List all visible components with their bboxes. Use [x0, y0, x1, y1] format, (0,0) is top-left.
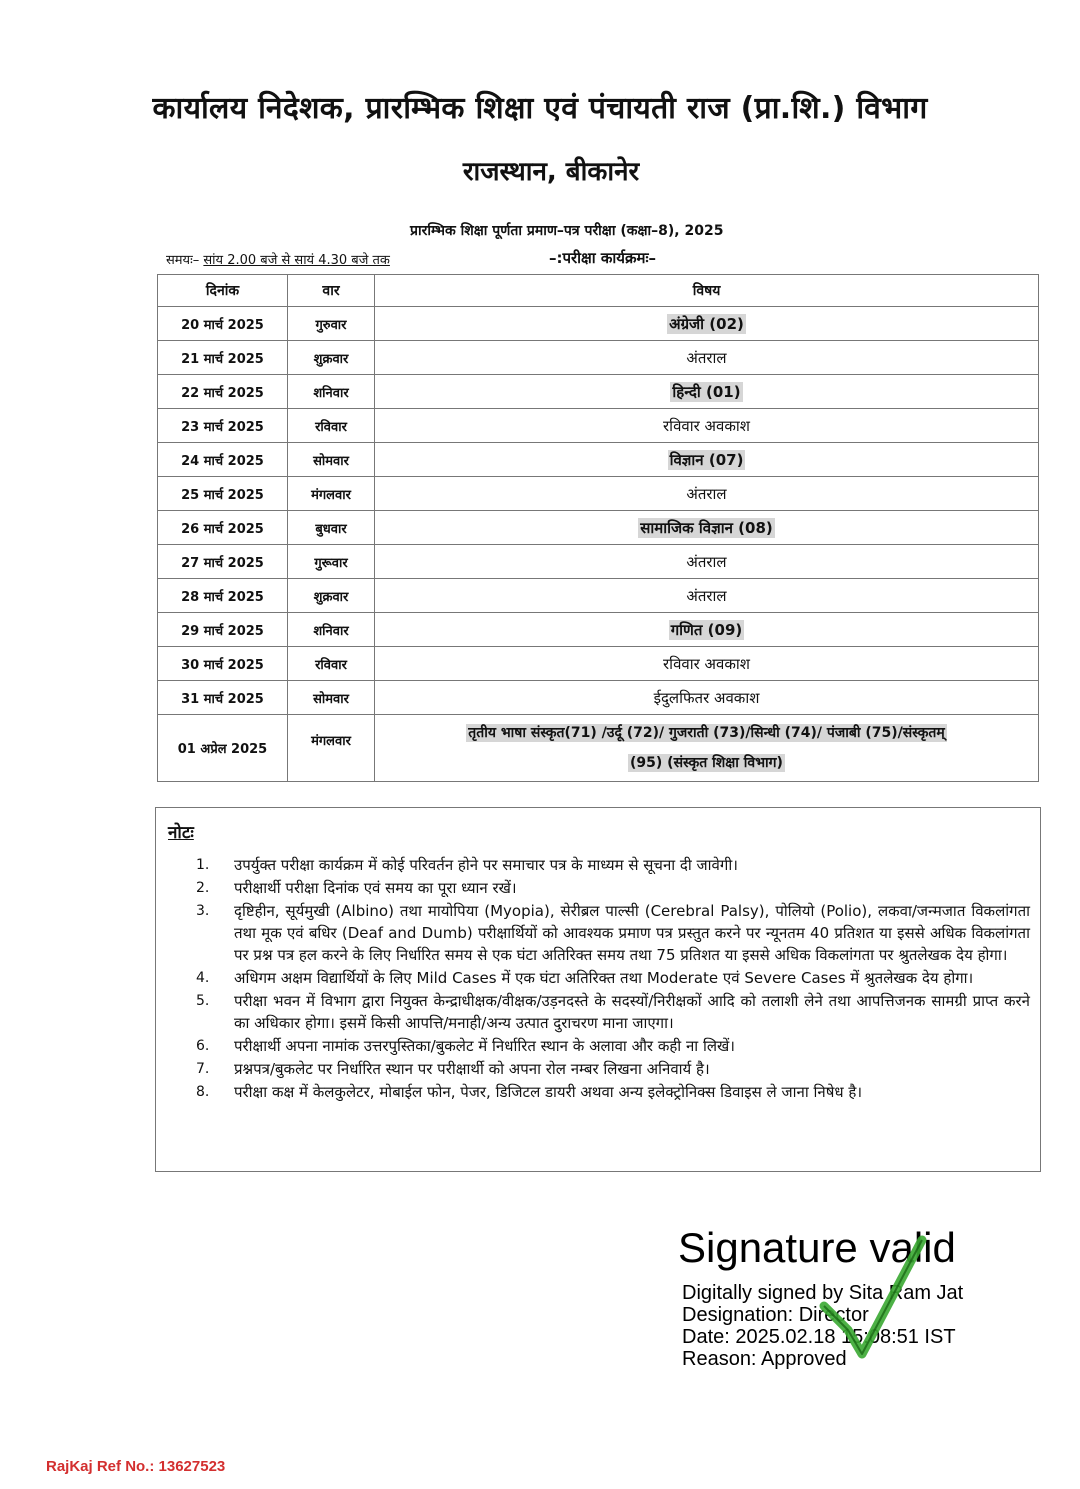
row-subject: अंतराल — [375, 341, 1039, 375]
exam-schedule-table — [157, 274, 1039, 782]
row-date: 21 मार्च 2025 — [158, 341, 288, 375]
table-header-row — [158, 275, 1039, 307]
row-day: रविवार — [288, 409, 375, 443]
row-day: गुरूवार — [288, 545, 375, 579]
row-day: शुक्रवार — [288, 341, 375, 375]
row-day: मंगलवार — [288, 477, 375, 511]
notes-title: नोटः — [168, 823, 194, 843]
table-row — [158, 341, 1039, 375]
row-date: 29 मार्च 2025 — [158, 613, 288, 647]
header-subject: विषय — [375, 275, 1039, 307]
table-row — [158, 307, 1039, 341]
row-subject: गणित (09) — [375, 613, 1039, 647]
table-row — [158, 477, 1039, 511]
row-date: 27 मार्च 2025 — [158, 545, 288, 579]
row-date: 28 मार्च 2025 — [158, 579, 288, 613]
row-day: सोमवार — [288, 443, 375, 477]
note-item: 6. परीक्षार्थी अपना नामांक उत्तरपुस्तिका/बुकलेट में निर्धारित स्थान के अलावा और कही ना लिखें। — [196, 1037, 735, 1055]
table-row — [158, 647, 1039, 681]
row-date: 30 मार्च 2025 — [158, 647, 288, 681]
exam-time — [166, 250, 390, 268]
row-subject: ईदुलफितर अवकाश — [375, 681, 1039, 715]
note-item: 1. उपर्युक्त परीक्षा कार्यक्रम में कोई परिवर्तन होने पर समाचार पत्र के माध्यम से सूचना दी जावेगी। — [196, 856, 738, 874]
note-item: 4. अधिगम अक्षम विद्यार्थियों के लिए Mild Cases में एक घंटा अतिरिक्त तथा Moderate एवं Severe Cases में श्रुतलेखक देय होगा। — [196, 969, 974, 987]
note-item: 2. परीक्षार्थी परीक्षा दिनांक एवं समय का पूरा ध्यान रखें। — [196, 879, 517, 897]
row-subject: सामाजिक विज्ञान (08) — [375, 511, 1039, 545]
languages-line-2: (95) (संस्कृत शिक्षा विभाग) — [630, 755, 783, 771]
digital-signature — [678, 1224, 1008, 1394]
row-subject: रविवार अवकाश — [375, 647, 1039, 681]
note-item: 8. परीक्षा कक्ष में केलकुलेटर, मोबाईल फोन, पेजर, डिजिटल डायरी अथवा अन्य इलेक्ट्रोनिक्स डिवाइस ले जाना निषेध है। — [196, 1083, 863, 1101]
notes-list — [196, 854, 1030, 1104]
row-day: मंगलवार — [288, 715, 375, 782]
signature-designation: Designation: Director — [682, 1304, 869, 1326]
table-row — [158, 375, 1039, 409]
office-location: राजस्थान, बीकानेर — [462, 157, 640, 187]
row-day: शनिवार — [288, 375, 375, 409]
row-day: शनिवार — [288, 613, 375, 647]
table-row — [158, 409, 1039, 443]
header-date: दिनांक — [158, 275, 288, 307]
row-day: सोमवार — [288, 681, 375, 715]
row-subject: हिन्दी (01) — [375, 375, 1039, 409]
table-row — [158, 613, 1039, 647]
row-subject: अंतराल — [375, 579, 1039, 613]
row-date: 31 मार्च 2025 — [158, 681, 288, 715]
row-subject: अंग्रेजी (02) — [375, 307, 1039, 341]
row-subject: अंतराल — [375, 545, 1039, 579]
row-date: 23 मार्च 2025 — [158, 409, 288, 443]
row-day: रविवार — [288, 647, 375, 681]
note-item: 5. परीक्षा भवन में विभाग द्वारा नियुक्त केन्द्राधीक्षक/वीक्षक/उड़नदस्ते के सदस्यों/निरीक्षकों आदि को तलाशी लेने तथा आपत्तिजनक सामग्री प्राप्त करने का अधिकार होगा। इसमें किसी आपत्ति/मनाही/अन्य उत्पात दुराचरण माना जाएगा। — [196, 992, 1030, 1032]
table-row — [158, 545, 1039, 579]
row-date: 26 मार्च 2025 — [158, 511, 288, 545]
note-item: 7. प्रश्नपत्र/बुकलेट पर निर्धारित स्थान पर परीक्षार्थी को अपना रोल नम्बर लिखना अनिवार्य है। — [196, 1060, 710, 1078]
row-date: 22 मार्च 2025 — [158, 375, 288, 409]
notes-box — [155, 807, 1041, 1172]
row-day: बुधवार — [288, 511, 375, 545]
table-row-language — [158, 715, 1039, 782]
signature-signed-by: Digitally signed by Sita Ram Jat — [682, 1282, 964, 1304]
table-row — [158, 443, 1039, 477]
time-value: सांय 2.00 बजे से सायं 4.30 बजे तक — [203, 253, 390, 268]
signature-reason: Reason: Approved — [682, 1348, 847, 1370]
note-item: 3. दृष्टिहीन, सूर्यमुखी (Albino) तथा मायोपिया (Myopia), सेरीब्रल पाल्सी (Cerebral Palsy), पोलियो (Polio), लकवा/जन्मजात विकलांगता तथा मूक एवं बधिर (Deaf and Dumb) परीक्षार्थियों को आवश्यक प्रमाण पत्र प्रस्तुत करने पर न्यूनतम 40 प्रतिशत या इससे अधिक विकलांगता पर प्रश्न पत्र हल करने के लिए निर्धारित समय से एक घंटा अतिरिक्त समय तथा 75 प्रतिशत या इससे अधिक विकलांगता पर श्रुतलेखक देय होगा। — [196, 902, 1030, 964]
exam-title: प्रारम्भिक शिक्षा पूर्णता प्रमाण–पत्र परीक्षा (कक्षा–8), 2025 — [410, 223, 724, 239]
row-date: 24 मार्च 2025 — [158, 443, 288, 477]
header-day: वार — [288, 275, 375, 307]
rajkaj-ref-number: RajKaj Ref No.: 13627523 — [46, 1458, 226, 1475]
row-subject: विज्ञान (07) — [375, 443, 1039, 477]
row-subject: अंतराल — [375, 477, 1039, 511]
table-row — [158, 579, 1039, 613]
languages-line-1: तृतीय भाषा संस्कृत(71) /उर्दू (72)/ गुजराती (73)/सिन्धी (74)/ पंजाबी (75)/संस्कृतम् — [468, 725, 945, 741]
row-date: 01 अप्रेल 2025 — [158, 715, 288, 782]
table-row — [158, 681, 1039, 715]
row-subject-languages — [375, 715, 1039, 782]
row-date: 20 मार्च 2025 — [158, 307, 288, 341]
time-label: समयः– — [166, 253, 200, 268]
checkmark-icon — [818, 1234, 928, 1364]
row-subject: रविवार अवकाश — [375, 409, 1039, 443]
signature-date: Date: 2025.02.18 15:08:51 IST — [682, 1326, 956, 1348]
row-day: गुरुवार — [288, 307, 375, 341]
program-heading: –:परीक्षा कार्यक्रमः– — [549, 249, 657, 267]
table-row — [158, 511, 1039, 545]
row-day: शुक्रवार — [288, 579, 375, 613]
row-date: 25 मार्च 2025 — [158, 477, 288, 511]
office-title: कार्यालय निदेशक, प्रारम्भिक शिक्षा एवं पंचायती राज (प्रा.शि.) विभाग — [152, 91, 928, 126]
signature-status: Signature valid — [678, 1224, 956, 1271]
